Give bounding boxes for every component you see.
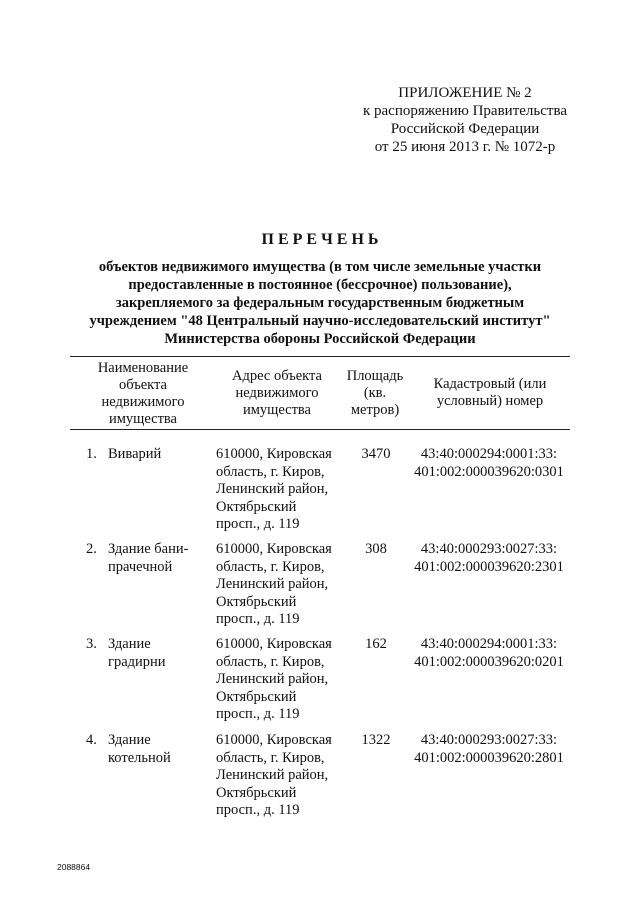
row-cadastral: 43:40:000293:0027:33: 401:002:000039620:2301 <box>414 541 564 575</box>
row-name: Здание котельной <box>108 732 171 766</box>
table-top-rule <box>70 356 570 357</box>
row-cadastral: 43:40:000294:0001:33: 401:002:000039620:0201 <box>414 636 564 670</box>
subtitle-line: объектов недвижимого имущества (в том числе земельные участки <box>98 259 542 275</box>
table-row <box>70 732 570 822</box>
row-area: 3470 <box>361 446 391 462</box>
appendix-reference <box>330 84 600 156</box>
row-number: 2. <box>86 541 97 557</box>
header-address: Адрес объекта недвижимого имущества <box>232 368 322 418</box>
row-name: Здание бани- прачечной <box>108 541 189 575</box>
row-address: 610000, Кировская область, г. Киров, Ленинский район, Октябрьский просп., д. 119 <box>216 636 332 722</box>
appendix-order-ref: к распоряжению Правительства <box>362 103 567 119</box>
appendix-government: Российской Федерации <box>390 121 540 137</box>
row-number: 1. <box>86 446 97 462</box>
subtitle-line: учреждением "48 Центральный научно-исследовательский институт" <box>89 313 551 329</box>
document-title-block <box>60 230 580 348</box>
subtitle-line: Министерства обороны Российской Федерации <box>164 331 476 347</box>
row-area: 1322 <box>361 732 391 748</box>
row-area: 308 <box>365 541 387 557</box>
row-number: 3. <box>86 636 97 652</box>
document-heading: ПЕРЕЧЕНЬ <box>261 231 383 248</box>
header-name: Наименование объекта недвижимого имущества <box>97 360 189 427</box>
table-header-rule <box>70 429 570 430</box>
document-subtitle <box>60 258 580 348</box>
row-cadastral: 43:40:000294:0001:33: 401:002:000039620:0301 <box>414 446 564 480</box>
subtitle-line: предоставленные в постоянное (бессрочное) пользование), <box>128 277 512 293</box>
row-cadastral: 43:40:000293:0027:33: 401:002:000039620:2801 <box>414 732 564 766</box>
row-address: 610000, Кировская область, г. Киров, Ленинский район, Октябрьский просп., д. 119 <box>216 732 332 818</box>
appendix-number: ПРИЛОЖЕНИЕ № 2 <box>398 85 532 101</box>
row-address: 610000, Кировская область, г. Киров, Ленинский район, Октябрьский просп., д. 119 <box>216 541 332 627</box>
header-area: Площадь (кв. метров) <box>346 368 404 418</box>
subtitle-line: закрепляемого за федеральным государственным бюджетным <box>115 295 525 311</box>
table-row <box>70 636 570 726</box>
row-area: 162 <box>365 636 387 652</box>
row-number: 4. <box>86 732 97 748</box>
header-cadastral: Кадастровый (или условный) номер <box>433 376 547 409</box>
document-code: 2088864 <box>57 862 91 872</box>
row-name: Виварий <box>108 446 162 462</box>
row-address: 610000, Кировская область, г. Киров, Ленинский район, Октябрьский просп., д. 119 <box>216 446 332 532</box>
row-name: Здание градирни <box>108 636 166 670</box>
table-row <box>70 541 570 631</box>
table-row <box>70 446 570 536</box>
appendix-date: от 25 июня 2013 г. № 1072-р <box>374 139 556 155</box>
